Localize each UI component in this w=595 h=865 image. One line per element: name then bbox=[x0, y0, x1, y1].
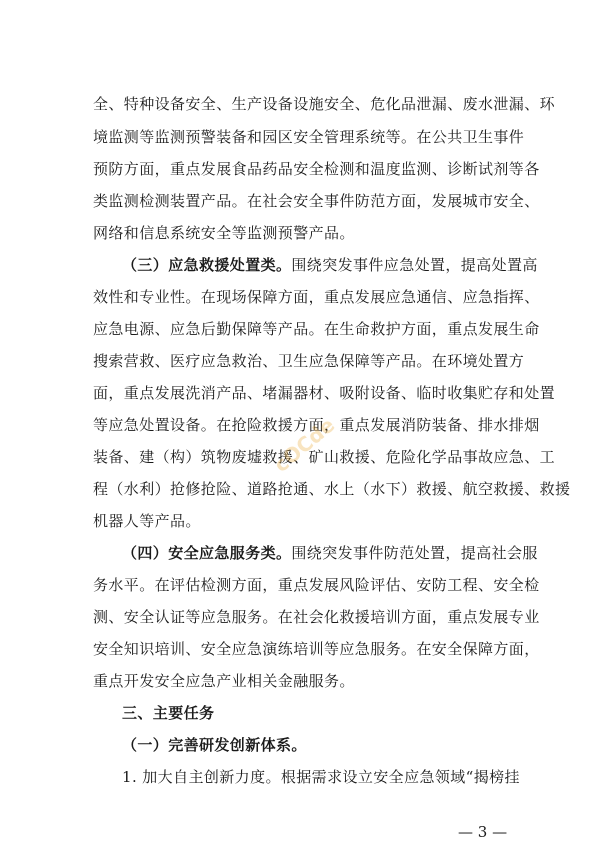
subsection-heading-three bbox=[122, 255, 538, 275]
paragraph-line: 装备、建（构）筑物废墟救援、矿山救援、危险化学品事故应急、工 bbox=[93, 448, 556, 466]
paragraph-line: 全、特种设备安全、生产设备设施安全、危化品泄漏、废水泄漏、环 bbox=[93, 95, 556, 113]
paragraph-line: 应急电源、应急后勤保障等产品。在生命救护方面，重点发展生命 bbox=[93, 320, 540, 338]
paragraph-line: 面，重点发展洗消产品、堵漏器材、吸附设备、临时收集贮存和处置 bbox=[93, 384, 556, 402]
paragraph-line: 围绕突发事件应急处置，提高处置高 bbox=[291, 256, 538, 274]
paragraph-line: 机器人等产品。 bbox=[93, 512, 201, 530]
watermark-logo bbox=[262, 408, 342, 488]
paragraph-line: 效性和专业性。在现场保障方面，重点发展应急通信、应急指挥、 bbox=[93, 288, 540, 306]
paragraph-line: 程（水利）抢修抢险、道路抢通、水上（水下）救援、航空救援、救援 bbox=[93, 480, 571, 498]
paragraph-line: 类监测检测装置产品。在社会安全事件防范方面，发展城市安全、 bbox=[93, 192, 540, 210]
paragraph-line: 重点开发安全应急产业相关金融服务。 bbox=[93, 672, 355, 690]
subsection-heading-one bbox=[122, 735, 503, 755]
paragraph-line: 搜索营救、医疗应急救治、卫生应急保障等产品。在环境处置方 bbox=[93, 352, 525, 370]
paragraph-line: 务水平。在评估检测方面，重点发展风险评估、安防工程、安全检 bbox=[93, 576, 540, 594]
subsection-title: 安全应急服务类。 bbox=[168, 544, 292, 562]
paragraph-line: 1. 加大自主创新力度。根据需求设立安全应急领域“揭榜挂 bbox=[122, 768, 520, 786]
section-marker: （四） bbox=[122, 544, 169, 562]
subsection-heading-four bbox=[122, 543, 538, 563]
paragraph-line: 境监测等监测预警装备和园区安全管理系统等。在公共卫生事件 bbox=[93, 128, 525, 146]
paragraph-line: 预防方面，重点发展食品药品安全检测和温度监测、诊断试剂等各 bbox=[93, 160, 540, 178]
svg-text:cOCde: cOCde bbox=[269, 412, 340, 477]
section-heading: 三、主要任务 bbox=[122, 704, 215, 722]
paragraph-line: 围绕突发事件防范处置，提高社会服 bbox=[291, 544, 538, 562]
subsection-title: 完善研发创新体系。 bbox=[168, 736, 307, 754]
paragraph-line: 等应急处置设备。在抢险救援方面，重点发展消防装备、排水排烟 bbox=[93, 416, 540, 434]
paragraph-line: 测、安全认证等应急服务。在社会化救援培训方面，重点发展专业 bbox=[93, 608, 540, 626]
paragraph-line: 安全知识培训、安全应急演练培训等应急服务。在安全保障方面， bbox=[93, 640, 540, 658]
page-number: — 3 — bbox=[458, 823, 508, 841]
section-marker: （一） bbox=[122, 736, 169, 754]
section-marker: （三） bbox=[122, 256, 169, 274]
paragraph-line: 网络和信息系统安全等监测预警产品。 bbox=[93, 224, 355, 242]
subsection-title: 应急救援处置类。 bbox=[168, 256, 292, 274]
